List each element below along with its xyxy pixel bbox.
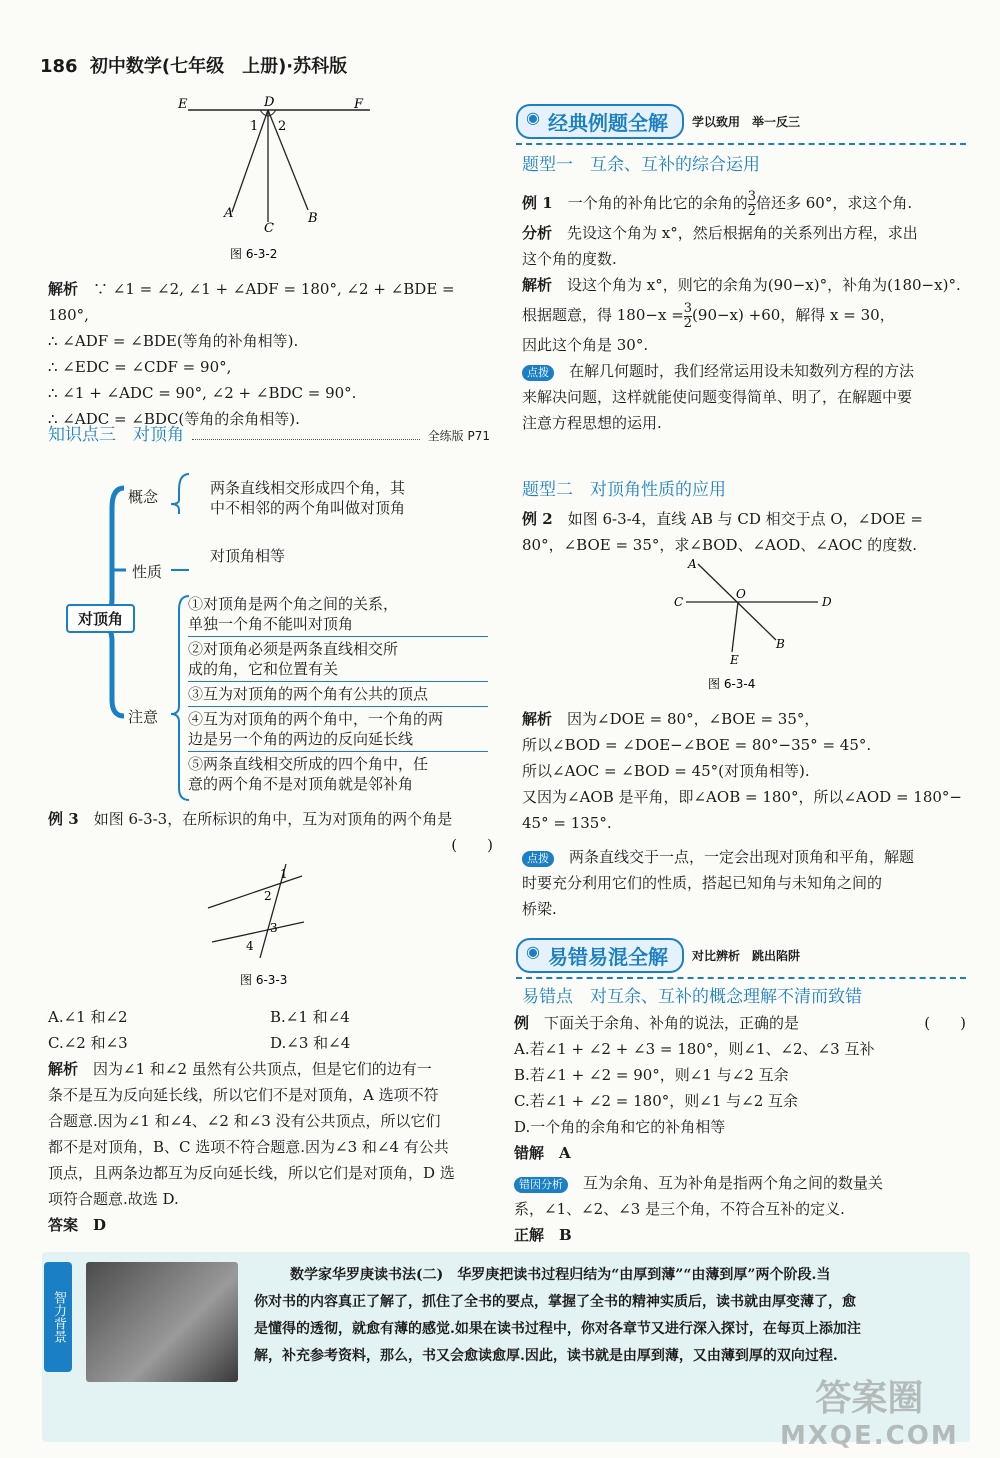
answer-blank: ( ) <box>924 1014 966 1032</box>
example-1: 例 1 一个角的补角比它的余角的 $\frac{3}{2}$ 倍还多 60°，求这个角. 分析 先设这个角为 x°，然后根据角的关系列出方程，求出 这个角的度数. 解析 设这个角为 x°，则它的余角为(90−x)°，补角为(180−x)°. 根据题意，得 180−x = $\frac{3}{2}$ (90−x) +60，解得 x = 30， 因此这个角是 30°. 点拨 在解几何题时，我们经常运用设未知数列方程的方法 来解决问题，这样就能使问题变得简单、明了，在解题中要 注意方程思想的运用. <box>522 188 961 432</box>
footer-body: 你对书的内容真正了解了，抓住了全书的要点，掌握了全书的精神实质后，读书就由厚变薄了，愈 是懂得的透彻，就愈有薄的感觉.如果在读书过程中，你对各章节又进行深入探讨，在每页上添加注 解，补充参考资料，那么，书又会愈读愈厚.因此，读书就是由厚到薄，又由薄到厚的双向过程. <box>254 1294 861 1364</box>
mindmap-branch-concept: 概念 <box>128 488 159 506</box>
solution-block-1 <box>48 276 493 432</box>
page-header <box>40 52 347 78</box>
figure-6-3-2 <box>170 92 390 272</box>
watermark: 答案圈 MXQE.COM <box>780 1378 959 1451</box>
banner-title: ◉ 经典例题全解 <box>516 104 684 139</box>
page-number: 186 <box>40 56 78 77</box>
footer-tag: 智力背景 <box>44 1262 72 1372</box>
property-text: 对顶角相等 <box>210 547 286 565</box>
option-b: B.若∠1 + ∠2 = 90°，则∠1 与∠2 互余 <box>514 1066 789 1084</box>
option-d: D.一个角的余角和它的补角相等 <box>514 1118 726 1136</box>
option-a: A.∠1 和∠2 <box>48 1008 128 1026</box>
label-O: O <box>736 587 746 601</box>
example-label: 例 3 <box>48 810 79 828</box>
analysis-label: 分析 <box>522 224 553 242</box>
book-title: 初中数学(七年级 上册)·苏科版 <box>89 56 348 77</box>
label-1: 1 <box>250 119 259 134</box>
solution-line: ∴ ∠ADF = ∠BDE(等角的补角相等). <box>48 332 299 350</box>
banner-subtitle: 对比辨析 跳出陷阱 <box>692 949 801 963</box>
label-E: E <box>730 653 739 667</box>
error-point-heading: 易错点 对互余、互补的概念理解不清而致错 <box>522 987 862 1007</box>
example-text: 如图 6-3-3，在所标识的角中，互为对顶角的两个角是 <box>93 810 453 828</box>
knowledge-point-heading <box>48 420 490 445</box>
label-3: 3 <box>270 921 278 935</box>
mindmap-branch-property: 性质 <box>132 563 163 581</box>
solution-label: 解析 <box>48 280 79 298</box>
type-1-heading: 题型一 互余、互补的综合运用 <box>522 155 760 175</box>
label-2: 2 <box>278 119 287 134</box>
tip-badge: 点拨 <box>522 365 554 381</box>
figure-caption: 图 6-3-2 <box>230 247 278 261</box>
solution-label: 解析 <box>522 710 553 728</box>
example-label: 例 <box>514 1014 530 1032</box>
wrong-answer: A <box>559 1144 571 1162</box>
answer-label: 答案 <box>48 1216 79 1234</box>
section-title: 知识点三 对顶角 <box>48 425 184 445</box>
label-F: F <box>354 97 364 112</box>
label-B: B <box>776 637 785 651</box>
label-4: 4 <box>246 939 254 953</box>
answer-value: D <box>93 1216 107 1234</box>
option-d: D.∠3 和∠4 <box>270 1034 351 1052</box>
fraction: $\frac{3}{2}$ <box>683 300 693 331</box>
wrong-answer-label: 错解 <box>514 1144 545 1162</box>
label-D: D <box>264 95 275 110</box>
label-C: C <box>264 221 274 236</box>
example-3 <box>48 806 493 858</box>
tip-badge: 点拨 <box>522 851 554 867</box>
concept-text: 两条直线相交形成四个角，其 中不相邻的两个角叫做对顶角 <box>210 479 406 517</box>
footer-title: 数学家华罗庚读书法(二) <box>290 1267 444 1283</box>
mindmap-branch-note: 注意 <box>128 708 159 726</box>
example-2-solution: 解析 因为∠DOE = 80°，∠BOE = 35°， 所以∠BOD = ∠DOE−∠BOE = 80°−35° = 45°. 所以∠AOC = ∠BOD = 45°(对顶角相等). 又因为∠AOB 是平角，即∠AOB = 180°，所以∠AOD = 180°− 45° = 135°. 点拨 两条直线交于一点，一定会出现对顶角和平角，解题 时要充分利用它们的性质，搭起已知角与未知角之间的 桥梁. <box>522 710 962 918</box>
label-B: B <box>308 211 318 226</box>
solution-label: 解析 <box>48 1060 79 1078</box>
label-D: D <box>822 595 832 609</box>
option-b: B.∠1 和∠4 <box>270 1008 350 1026</box>
correct-answer-label: 正解 <box>514 1226 545 1244</box>
figure-caption: 图 6-3-4 <box>708 677 756 691</box>
portrait-photo <box>86 1262 238 1382</box>
answer-blank: ( ) <box>451 836 493 854</box>
option-c: C.若∠1 + ∠2 = 180°，则∠1 与∠2 互余 <box>514 1092 799 1110</box>
solution-line: ∵ ∠1 = ∠2, ∠1 + ∠ADF = 180°, ∠2 + ∠BDE = 180°, <box>48 280 455 324</box>
label-2: 2 <box>264 889 272 903</box>
example-label: 例 2 <box>522 510 553 528</box>
figure-6-3-3 <box>200 858 310 993</box>
banner-title: ◉ 易错易混全解 <box>516 938 684 973</box>
figure-6-3-4 <box>668 556 848 696</box>
figure-caption: 图 6-3-3 <box>240 973 288 987</box>
label-C: C <box>674 595 684 609</box>
error-example: 例 下面关于余角、补角的说法，正确的是 ( ) A.若∠1 + ∠2 + ∠3 = 180°，则∠1、∠2、∠3 互补 B.若∠1 + ∠2 = 90°，则∠1 与∠2 互余 C.若∠1 + ∠2 = 180°，则∠1 与∠2 互余 D.一个角的余角和它的补角相等 错解 A 错因分析 互为余角、互为补角是指两个角之间的数量关 系，∠1、∠2、∠3 是三个角，不符合互补的定义. 正解 B <box>514 1010 966 1248</box>
option-a: A.若∠1 + ∠2 + ∠3 = 180°，则∠1、∠2、∠3 互补 <box>514 1040 875 1058</box>
banner-classic-examples <box>516 104 966 145</box>
example-3-options: A.∠1 和∠2 B.∠1 和∠4 C.∠2 和∠3 D.∠3 和∠4 解析 因为∠1 和∠2 虽然有公共顶点，但是它们的边有一 条不是互为反向延长线，所以它们不是对顶角，A 选项不符 合题意.因为∠1 和∠4、∠2 和∠3 没有公共顶点，所以它们 都不是对顶角，B、C 选项不符合题意.因为∠3 和∠4 有公共 顶点，且两条边都互为反向延长线，所以它们是对顶角，D 选 项符合题意.故选 D. 答案 D <box>48 1004 493 1238</box>
label-A: A <box>224 206 234 221</box>
solution-line: ∴ ∠EDC = ∠CDF = 90°, <box>48 358 232 376</box>
type-2-heading: 题型二 对顶角性质的应用 <box>522 480 726 500</box>
banner-subtitle: 学以致用 举一反三 <box>692 115 801 129</box>
banner-error-prone <box>516 938 966 979</box>
example-label: 例 1 <box>522 194 553 212</box>
note-list: ①对顶角是两个角之间的关系， 单独一个角不能叫对顶角 ②对顶角必须是两条直线相交所 成的角，它和位置有关 ③互为对顶角的两个角有公共的顶点 ④互为对顶角的两个角中，一个角的两 边是另一个角的两边的反向延长线 ⑤两条直线相交所成的四个角中，任 意的两个角不是对顶角就是邻补角 <box>188 594 488 794</box>
footer-text: 数学家华罗庚读书法(二) 华罗庚把读书过程归结为“由厚到薄”“由薄到厚”两个阶段.当 <box>290 1267 831 1283</box>
label-1: 1 <box>280 867 288 881</box>
fraction: $\frac{3}{2}$ <box>747 188 756 219</box>
solution-line: ∴ ∠ADC = ∠BDC(等角的余角相等). <box>48 410 300 428</box>
option-c: C.∠2 和∠3 <box>48 1034 128 1052</box>
label-A: A <box>688 557 697 571</box>
solution-line: ∴ ∠1 + ∠ADC = 90°, ∠2 + ∠BDC = 90°. <box>48 384 357 402</box>
mindmap-root: 对顶角 <box>66 604 135 633</box>
solution-label: 解析 <box>522 276 553 294</box>
error-reason-badge: 错因分析 <box>514 1177 568 1193</box>
correct-answer: B <box>559 1226 572 1244</box>
example-2: 例 2 如图 6-3-4，直线 AB 与 CD 相交于点 O，∠DOE = 80°，∠BOE = 35°，求∠BOD、∠AOD、∠AOC 的度数. <box>522 510 923 554</box>
label-E: E <box>178 97 188 112</box>
reference-link: 全练版 P71 <box>427 429 490 443</box>
